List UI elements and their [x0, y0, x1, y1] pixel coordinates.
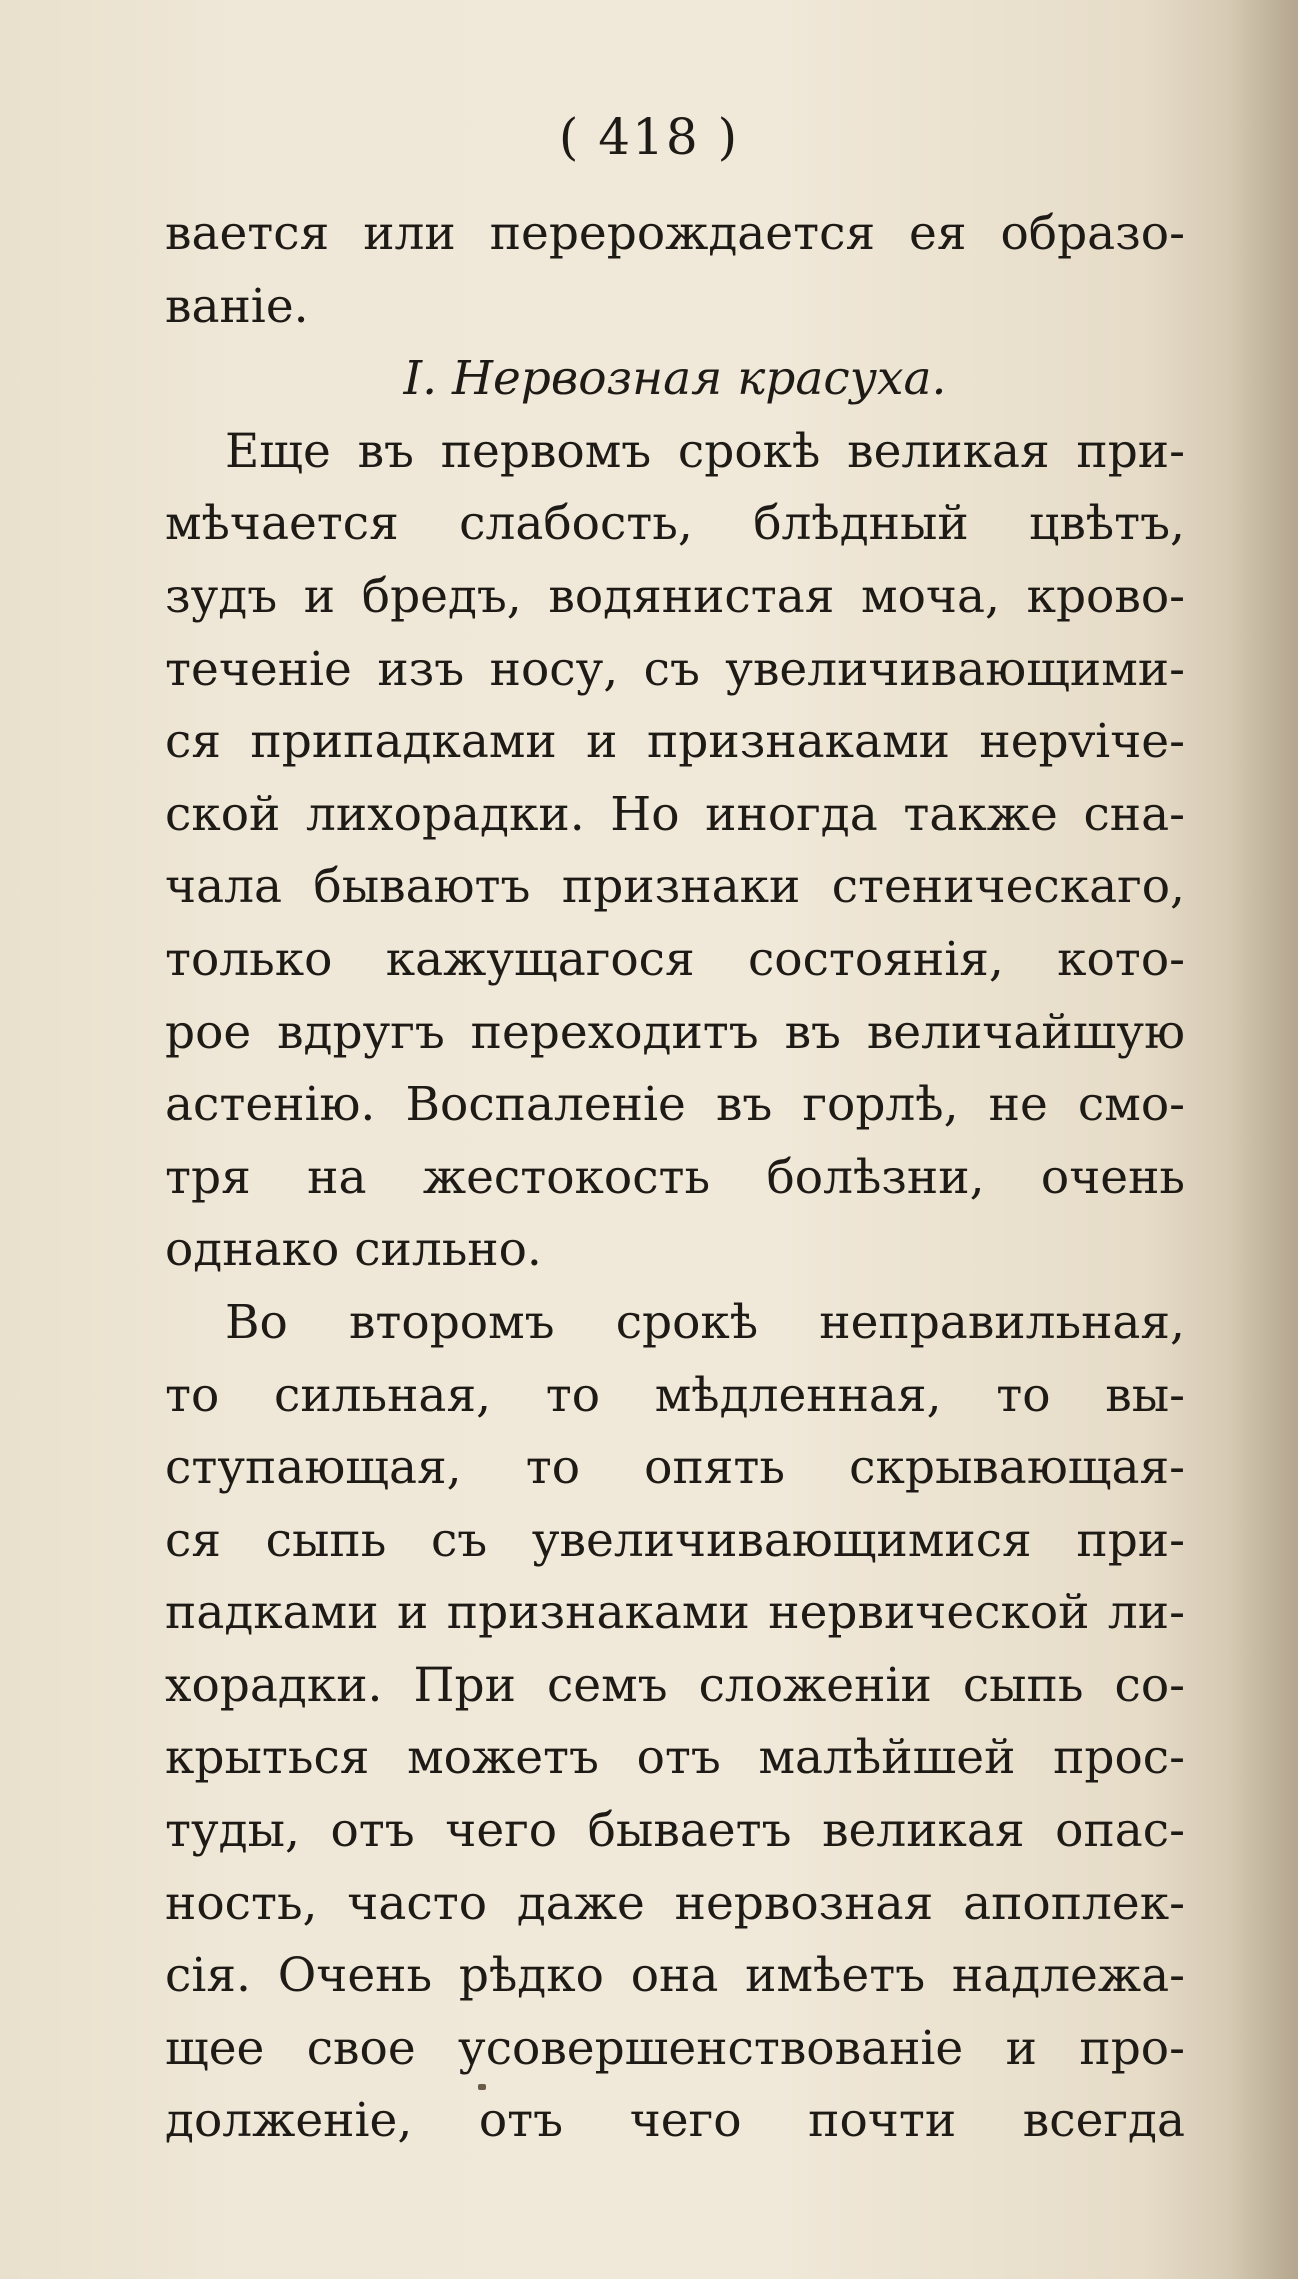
- text-line: мѣчается слабость, блѣдный цвѣтъ,: [165, 496, 1185, 552]
- text-line: падками и признаками нервической ли-: [165, 1585, 1185, 1641]
- text-line: вается или перерождается ея образо-: [165, 206, 1185, 261]
- page-body: [165, 198, 1185, 2158]
- text-line: однако сильно.: [165, 1222, 542, 1278]
- text-line: только кажущагося состоянія, кото-: [165, 931, 1185, 987]
- text-line: тря на жестокость болѣзни, очень: [165, 1149, 1185, 1205]
- text-line: зудъ и бредъ, водянистая моча, крово-: [165, 568, 1185, 624]
- ink-speck: [478, 2084, 486, 2090]
- text-line: хорадки. При семъ сложеніи сыпь со-: [165, 1657, 1185, 1713]
- page-edge-shadow: [1228, 0, 1298, 2279]
- page-number: ( 418 ): [558, 108, 740, 166]
- text-line: ской лихорадки. Но иногда также сна-: [165, 786, 1185, 842]
- text-line: ваніе.: [165, 278, 309, 334]
- text-line: ступающая, то опять скрывающая-: [165, 1440, 1185, 1496]
- text-line: Во второмъ срокѣ неправильная,: [225, 1294, 1185, 1350]
- text-line: крыться можетъ отъ малѣйшей прос-: [165, 1730, 1185, 1786]
- section-heading: I. Нервозная красуха.: [403, 351, 947, 407]
- text-line: щее свое усовершенствованіе и про-: [165, 2020, 1185, 2076]
- text-line: долженіе, отъ чего почти всегда: [165, 2093, 1185, 2149]
- text-line: рое вдругъ переходитъ въ величайшую: [165, 1004, 1185, 1060]
- text-line: туды, отъ чего бываетъ великая опас-: [165, 1803, 1185, 1859]
- text-line: астенію. Воспаленіе въ горлѣ, не смо-: [165, 1077, 1185, 1133]
- text-line: чала бываютъ признаки стеническаго,: [165, 859, 1185, 915]
- text-line: то сильная, то мѣдленная, то вы-: [165, 1367, 1185, 1423]
- text-line: сія. Очень рѣдко она имѣетъ надлежа-: [165, 1948, 1185, 2004]
- text-line: теченіе изъ носу, съ увеличивающими-: [165, 641, 1185, 697]
- text-line: Еще въ первомъ срокѣ великая при-: [225, 423, 1185, 479]
- text-line: ся сыпь съ увеличивающимися при-: [165, 1512, 1185, 1568]
- text-line: ность, часто даже нервозная апоплек-: [165, 1875, 1185, 1931]
- text-line: ся припадками и признаками нерviче-: [165, 714, 1185, 770]
